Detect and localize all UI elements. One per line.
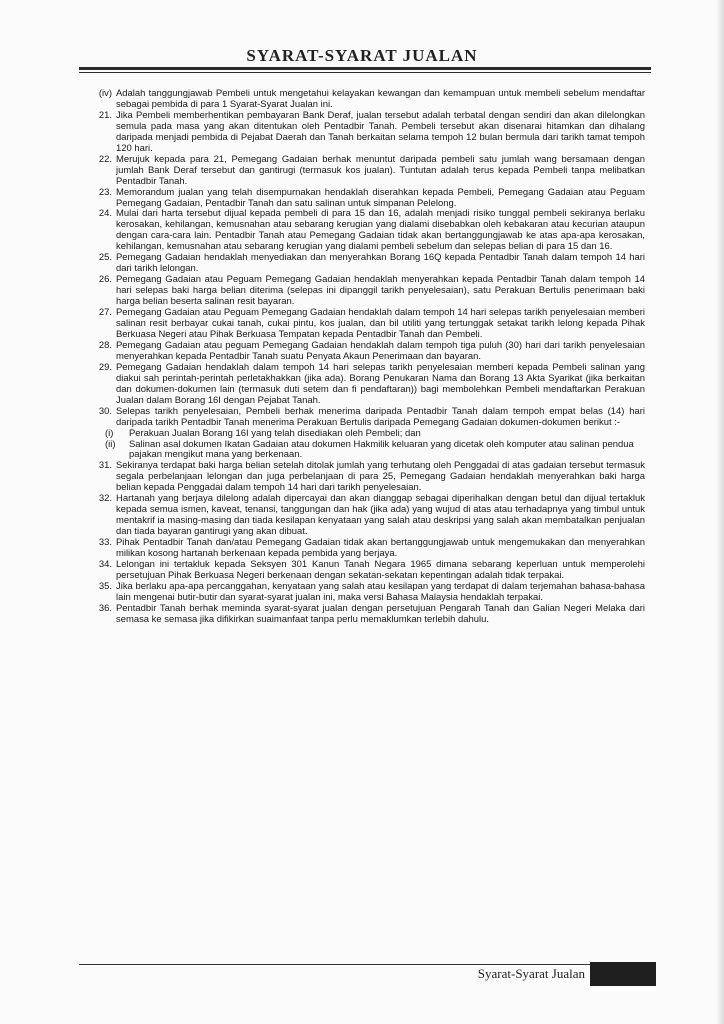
clause-number: 32. <box>98 493 112 505</box>
clauses-list <box>79 89 645 626</box>
clause-text: Jika Pembeli memberhentikan pembayaran Bank Deraf, jualan tersebut adalah terbatal dengan sendiri dan akan dilelongkan semula pada masa yang akan ditentukan oleh Pentadbir Tanah. Pembeli tersebut akan disenarai hitamkan dan dihalang daripada menjadi pembida di Pejabat Daerah dan Tanah berkaitan selama tempoh 12 bulan bermula dari tarikh tamat tempoh 120 hari. <box>116 109 645 154</box>
clause-21 <box>79 111 645 155</box>
clause-text: Sekiranya terdapat baki harga belian setelah ditolak jumlah yang terhutang oleh Penggadai di atas gadaian tersebut termasuk segala perbelanjaan lelongan dan juga perbelanjaan di para 25, Pemegang Gadaian hendaklah menyerahkan baki harga belian kepada Penggadai dalam tempoh 14 hari dari tarikh penyelesaian. <box>116 460 645 494</box>
clause-30-subitem-ii <box>79 440 645 462</box>
clause-text: Selepas tarikh penyelesaian, Pembeli berhak menerima daripada Pentadbir Tanah dalam tempoh empat belas (14) hari daripada tarikh Pentadbir Tanah menerima Perakuan Bertulis daripada Pemegang Gadaian dokumen-dokumen berikut :- <box>116 405 645 428</box>
clause-text: Jika berlaku apa-apa percanggahan, kenyataan yang salah atau kesilapan yang terdapat di dalam terjemahan bahasa-bahasa lain mengenai butir-butir dan syarat-syarat jualan ini, maka versi Bahasa Malaysia hendaklah terpakai. <box>116 580 645 603</box>
clause-number: 22. <box>98 153 112 165</box>
clause-35 <box>79 582 645 604</box>
footer-rule <box>79 964 590 965</box>
page-edge-shadow <box>716 0 724 1024</box>
clause-text: Pemegang Gadaian hendaklah menyediakan dan menyerahkan Borang 16Q kepada Pentadbir Tanah dalam tempoh 14 hari dari tarikh lelongan. <box>116 252 645 275</box>
clause-number: 29. <box>98 361 112 373</box>
clause-27 <box>79 308 645 341</box>
clause-31 <box>79 461 645 494</box>
clause-text: Pentadbir Tanah berhak meminda syarat-syarat jualan dengan persetujuan Pengarah Tanah dan Galian Negeri Melaka dari semasa ke semasa jika difikirkan suaimanfaat tanpa perlu memaklumkan terlebih dahulu. <box>116 602 645 625</box>
clause-number: 26. <box>98 274 112 286</box>
clause-26 <box>79 275 645 308</box>
clause-30 <box>79 407 645 429</box>
clause-25 <box>79 253 645 275</box>
title-rule-thin <box>79 72 651 73</box>
clause-number: 28. <box>98 339 112 351</box>
clause-text: Memorandum jualan yang telah disempurnakan hendaklah diserahkan kepada Pembeli, Pemegang Gadaian atau Peguam Pemegang Gadaian, Pentadbir Tanah dan satu salinan untuk simpanan Pelelong. <box>116 186 645 209</box>
clause-22 <box>79 155 645 188</box>
clause-29 <box>79 363 645 407</box>
clause-number: 23. <box>98 186 112 198</box>
clause-30-subitem-i <box>79 429 645 440</box>
clause-number: 34. <box>98 558 112 570</box>
clause-number: 35. <box>98 580 112 592</box>
clause-28 <box>79 341 645 363</box>
clause-number: 30. <box>98 405 112 417</box>
clause-23 <box>79 188 645 210</box>
clause-number: 27. <box>98 307 112 319</box>
subitem-number: (ii) <box>105 438 116 450</box>
clause-number: 31. <box>98 460 112 472</box>
clause-number: 24. <box>98 208 112 220</box>
clause-number: 21. <box>98 109 112 121</box>
clause-number: (iv) <box>98 88 112 99</box>
clause-number: 33. <box>98 537 112 549</box>
clause-text: Pemegang Gadaian atau peguam Pemegang Gadaian hendaklah dalam tempoh tiga puluh (30) hari dari tarikh penyelesaian menyerahkan kepada Pentadbir Tanah suatu Penyata Akaun Penerimaan dan bayaran. <box>116 339 645 362</box>
title-rule-thick <box>79 67 651 70</box>
clause-number: 25. <box>98 252 112 264</box>
footer-block <box>590 962 656 986</box>
footer-label: Syarat-Syarat Jualan <box>477 966 585 981</box>
clause-iv <box>79 89 645 111</box>
clause-text: Pemegang Gadaian atau Peguam Pemegang Gadaian hendaklah dalam tempoh 14 hari selepas tarikh penyelesaian memberi salinan resit berbayar cukai tanah, cukai pintu, kos jualan, dan bil utiliti yang tertunggak setakat tarikh lelong kepada Pihak Berkuasa Negeri atau Pihak Berkuasa Tempatan kepada Pentadbir Tanah dan Pembeli. <box>116 307 645 340</box>
clause-text: Merujuk kepada para 21, Pemegang Gadaian berhak menuntut daripada pembeli satu jumlah wang bersamaan dengan jumlah Bank Deraf tersebut dan gantirugi (termasuk kos jualan). Tuntutan adalah terus kepada Pembeli tanpa melibatkan Pentadbir Tanah. <box>116 153 645 187</box>
clause-32 <box>79 494 645 538</box>
subitem-text: Salinan asal dokumen Ikatan Gadaian atau dokumen Hakmilik keluaran yang dicetak oleh komputer atau salinan pendua pajakan mengikut mana yang berkenaan. <box>129 438 634 461</box>
subitem-number: (i) <box>105 427 114 439</box>
clause-36 <box>79 604 645 626</box>
subitem-text: Perakuan Jualan Borang 16I yang telah disediakan oleh Pembeli; dan <box>129 427 421 439</box>
clause-text: Pihak Pentadbir Tanah dan/atau Pemegang Gadaian tidak akan bertanggungjawab untuk mengemukakan dan menyerahkan milikan kosong hartanah berkenaan kepada pembida yang berjaya. <box>116 537 645 560</box>
clause-text: Mulai dari harta tersebut dijual kepada pembeli di para 15 dan 16, adalah menjadi risiko tunggal pembeli sekiranya berlaku kerosakan, kehilangan, kemusnahan atau sebarang kerugian yang dialami disebabkan oleh kebakaran atau kecurian ataupun dengan cara-cara lain. Pentadbir Tanah atau Pemegang Gadaian tidak akan bertanggungjawab ke atas apa-apa kerosakan, kehilangan, kemusnahan atau sebarang kerugian yang dialami pembeli sebelum dan selepas belian di para 15 dan 16. <box>116 208 645 253</box>
clause-text: Adalah tanggungjawab Pembeli untuk mengetahui kelayakan kewangan dan kemampuan untuk membeli sebelum mendaftar sebagai pembida di para 1 Syarat-Syarat Jualan ini. <box>116 88 645 110</box>
clause-number: 36. <box>98 602 112 614</box>
clause-24 <box>79 209 645 253</box>
clause-text: Pemegang Gadaian atau Peguam Pemegang Gadaian hendaklah menyerahkan kepada Pentadbir Tanah dalam tempoh 14 hari selepas baki harga belian diterima (selepas ini dipanggil tarikh penyelesaian), satu Perakuan Bertulis penerimaan baki harga belian beserta salinan resit bayaran. <box>116 274 645 308</box>
clause-text: Hartanah yang berjaya dilelong adalah dipercayai dan akan dianggap sebagai diperihalkan dengan betul dan dijual tertakluk kepada semua ismen, kaveat, tenansi, tanggungan dan hak (jika ada) yang wujud di atas atau terhadapnya yang timbul untuk mentakrif ia masing-masing dan tiada kesilapan kenyataan yang salah atau deskripsi yang salah akan membatalkan penjualan dan tiada bayaran gantirugi yang akan dibuat. <box>116 493 645 538</box>
clause-text: Pemegang Gadaian hendaklah dalam tempoh 14 hari selepas tarikh penyelesaian memberi kepada Pembeli salinan yang diakui sah perintah-perintah perletakhakkan (jika ada). Borang Penukaran Nama dan Borang 13 Akta Syarikat (jika berkaitan dan dokumen-dokumen lain (termasuk duti setem dan fi pendaftaran)) bagi membolehkan Pembeli mendaftarkan Perakuan Jualan dalam Borang 16I dengan Pejabat Tanah. <box>116 361 645 406</box>
clause-33 <box>79 538 645 560</box>
page-title: SYARAT-SYARAT JUALAN <box>246 46 478 65</box>
clause-34 <box>79 560 645 582</box>
clause-text: Lelongan ini tertakluk kepada Seksyen 301 Kanun Tanah Negara 1965 dimana sebarang keperluan untuk memperolehi persetujuan Pihak Berkuasa Negeri berkenaan dengan sekatan-sekatan kepentingan adalah tidak terpakai. <box>116 558 645 581</box>
